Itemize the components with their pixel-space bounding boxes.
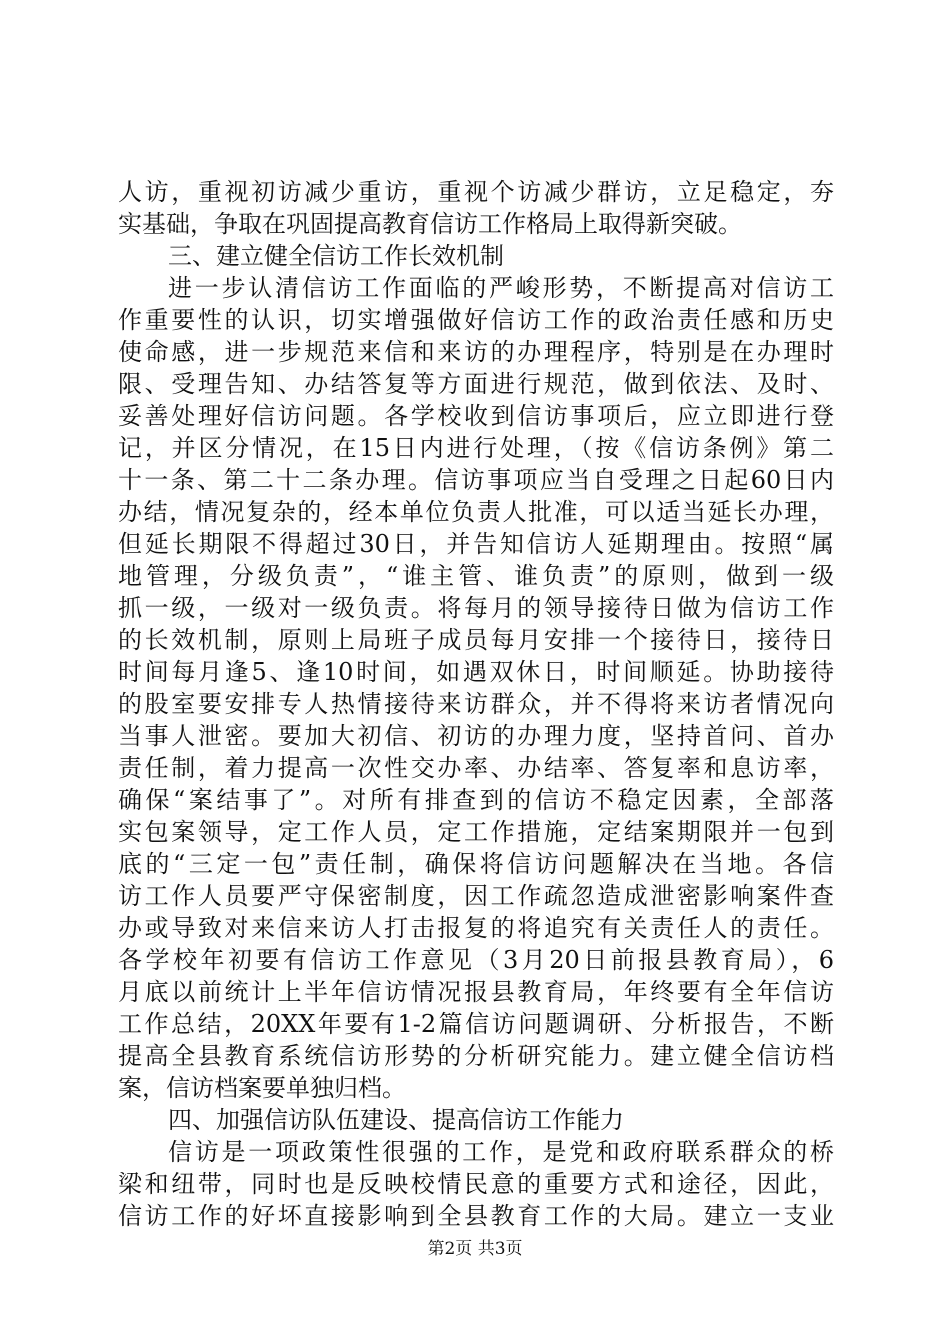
section-heading: 三、建立健全信访工作长效机制 xyxy=(168,242,504,270)
document-body xyxy=(118,176,834,1232)
text-line: 时间每月逢5、逢10时间，如遇双休日，时间顺延。协助接待 xyxy=(118,658,834,686)
text-line: 各学校年初要有信访工作意见（3月20日前报县教育局），6 xyxy=(118,946,834,974)
text-line: 责任制，着力提高一次性交办率、办结率、答复率和息访率， xyxy=(118,754,834,782)
text-line: 办或导致对来信来访人打击报复的将追究有关责任人的责任。 xyxy=(118,914,834,942)
text-line: 人访，重视初访减少重访，重视个访减少群访，立足稳定，夯 xyxy=(118,178,834,206)
section-heading: 四、加强信访队伍建设、提高信访工作能力 xyxy=(168,1106,624,1134)
text-line: 使命感，进一步规范来信和来访的办理程序，特别是在办理时 xyxy=(118,338,834,366)
text-line: 确保“案结事了”。对所有排查到的信访不稳定因素，全部落 xyxy=(118,786,834,814)
text-line: 的长效机制，原则上局班子成员每月安排一个接待日，接待日 xyxy=(118,626,834,654)
text-line: 抓一级，一级对一级负责。将每月的领导接待日做为信访工作 xyxy=(118,594,834,622)
text-line: 信访是一项政策性很强的工作，是党和政府联系群众的桥 xyxy=(168,1138,834,1166)
text-line: 当事人泄密。要加大初信、初访的办理力度，坚持首问、首办 xyxy=(118,722,834,750)
text-line: 实基础，争取在巩固提高教育信访工作格局上取得新突破。 xyxy=(118,210,742,238)
text-line: 梁和纽带，同时也是反映校情民意的重要方式和途径，因此， xyxy=(118,1170,834,1198)
text-line: 案，信访档案要单独归档。 xyxy=(118,1074,406,1102)
text-line: 办结，情况复杂的，经本单位负责人批准，可以适当延长办理， xyxy=(118,498,834,526)
text-line: 作重要性的认识，切实增强做好信访工作的政治责任感和历史 xyxy=(118,306,834,334)
text-line: 工作总结，20XX年要有1-2篇信访问题调研、分析报告，不断 xyxy=(118,1010,834,1038)
text-line: 但延长期限不得超过30日，并告知信访人延期理由。按照“属 xyxy=(118,530,834,558)
text-line: 的股室要安排专人热情接待来访群众，并不得将来访者情况向 xyxy=(118,690,834,718)
text-line: 限、受理告知、办结答复等方面进行规范，做到依法、及时、 xyxy=(118,370,834,398)
text-line: 十一条、第二十二条办理。信访事项应当自受理之日起60日内 xyxy=(118,466,834,494)
text-line: 记，并区分情况，在15日内进行处理，（按《信访条例》第二 xyxy=(118,434,834,462)
text-line: 信访工作的好坏直接影响到全县教育工作的大局。建立一支业 xyxy=(118,1202,834,1230)
text-line: 访工作人员要严守保密制度，因工作疏忽造成泄密影响案件查 xyxy=(118,882,834,910)
text-line: 月底以前统计上半年信访情况报县教育局，年终要有全年信访 xyxy=(118,978,834,1006)
page-number-footer: 第2页 共3页 xyxy=(427,1239,523,1259)
text-line: 底的“三定一包”责任制，确保将信访问题解决在当地。各信 xyxy=(118,850,834,878)
text-line: 进一步认清信访工作面临的严峻形势，不断提高对信访工 xyxy=(168,274,834,302)
text-line: 实包案领导，定工作人员，定工作措施，定结案期限并一包到 xyxy=(118,818,834,846)
text-line: 提高全县教育系统信访形势的分析研究能力。建立健全信访档 xyxy=(118,1042,834,1070)
text-line: 妥善处理好信访问题。各学校收到信访事项后，应立即进行登 xyxy=(118,402,834,430)
text-line: 地管理，分级负责”，“谁主管、谁负责”的原则，做到一级 xyxy=(118,562,834,590)
